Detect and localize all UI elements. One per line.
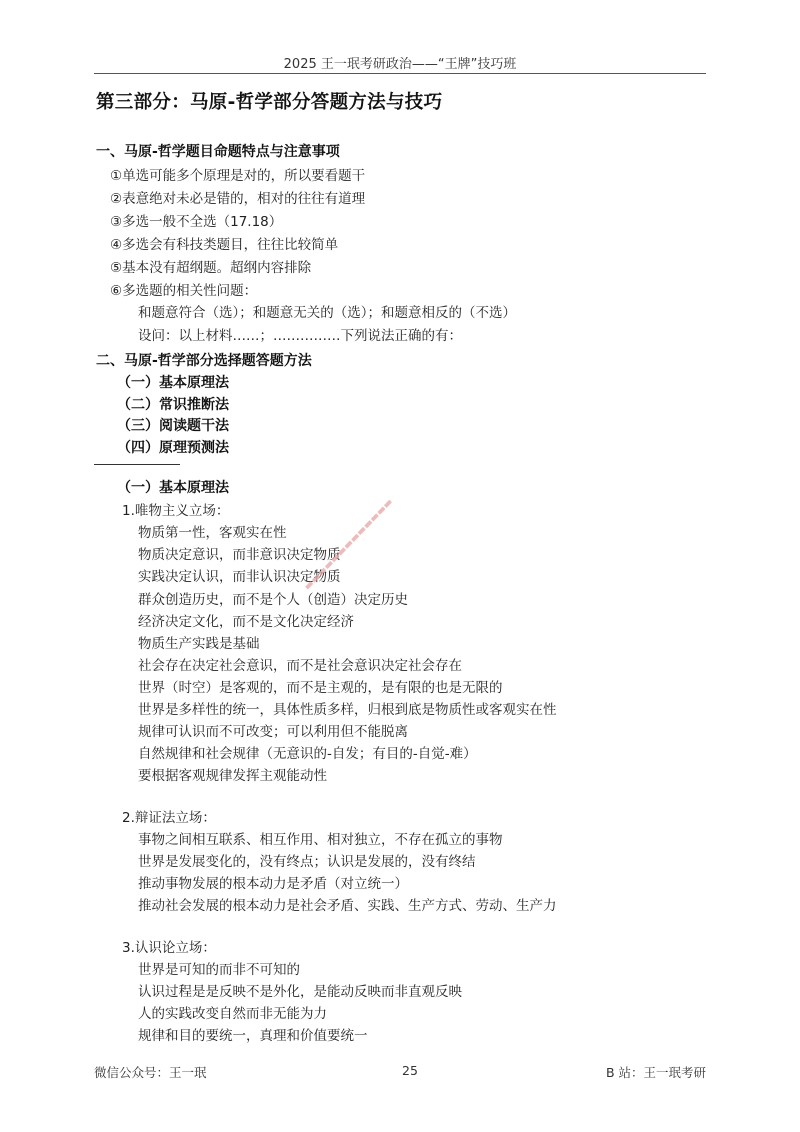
- epistemology-line: 人的实践改变自然而非无能为力: [138, 1006, 327, 1022]
- dialectics-line: 世界是发展变化的，没有终点；认识是发展的，没有终结: [138, 854, 476, 870]
- epistemology-line: 规律和目的要统一，真理和价值要统一: [138, 1028, 368, 1044]
- epistemology-line: 认识过程是是反映不是外化，是能动反映而非直观反映: [138, 984, 462, 1000]
- list-item: ⑥多选题的相关性问题：: [110, 283, 258, 299]
- materialism-line: 要根据客观规律发挥主观能动性: [138, 768, 327, 784]
- list-item: ⑤基本没有超纲题。超纲内容排除: [110, 260, 312, 276]
- materialism-line: 实践决定认识，而非认识决定物质: [138, 569, 341, 585]
- page-header: 2025 王一珉考研政治——“王牌”技巧班: [283, 57, 517, 72]
- materialism-line: 物质第一性，客观实在性: [138, 525, 287, 541]
- section1-heading: 一、马原-哲学题目命题特点与注意事项: [96, 144, 340, 160]
- materialism-line: 自然规律和社会规律（无意识的-自发；有目的-自觉-难）: [138, 746, 477, 762]
- list-item: ④多选会有科技类题目，往往比较简单: [110, 237, 339, 253]
- list-item-text: ②表意绝对未必是错的，相对的往往有道理: [110, 191, 366, 207]
- materialism-line: 物质决定意识，而非意识决定物质: [138, 547, 341, 563]
- dialectics-line: 事物之间相互联系、相互作用、相对独立，不存在孤立的事物: [138, 832, 503, 848]
- epistemology-label: 3.认识论立场：: [122, 940, 216, 956]
- method-item: （四）原理预测法: [117, 440, 229, 456]
- list-subitem: 和题意符合（选）；和题意无关的（选）；和题意相反的（不选）: [138, 305, 516, 321]
- section-divider: [94, 464, 180, 465]
- dialectics-line: 推动社会发展的根本动力是社会矛盾、实践、生产方式、劳动、生产力: [138, 898, 557, 914]
- method-item: （一）基本原理法: [117, 375, 229, 391]
- dialectics-line: 推动事物发展的根本动力是矛盾（对立统一）: [138, 876, 408, 892]
- epistemology-line: 世界是可知的而非不可知的: [138, 962, 300, 978]
- materialism-line: 世界（时空）是客观的，而不是主观的，是有限的也是无限的: [138, 680, 503, 696]
- materialism-line: 规律可认识而不可改变；可以利用但不能脱离: [138, 724, 408, 740]
- method-item: （二）常识推断法: [117, 397, 229, 413]
- list-item: ③多选一般不全选（17.18）: [110, 214, 283, 230]
- materialism-line: 物质生产实践是基础: [138, 636, 260, 652]
- dialectics-label: 2.辩证法立场：: [122, 810, 216, 826]
- footer-bilibili: B 站：王一珉考研: [605, 1065, 706, 1080]
- footer-wechat: 微信公众号：王一珉: [94, 1065, 207, 1080]
- page-title: 第三部分：马原-哲学部分答题方法与技巧: [96, 92, 443, 113]
- materialism-line: 社会存在决定社会意识，而不是社会意识决定社会存在: [138, 658, 462, 674]
- list-item: ①单选可能多个原理是对的，所以要看题干: [110, 168, 366, 184]
- section2-heading: 二、马原-哲学部分选择题答题方法: [96, 353, 312, 369]
- list-subitem: 设问：以上材料……；……………下列说法正确的有：: [138, 328, 462, 344]
- materialism-line: 群众创造历史，而不是个人（创造）决定历史: [138, 592, 408, 608]
- materialism-label: 1.唯物主义立场：: [122, 503, 230, 519]
- footer-page-number: 25: [402, 1063, 418, 1078]
- watermark-stamp: ▬▬▬▬▬▬▬▬▬▬▬▬▬: [302, 496, 396, 593]
- materialism-line: 经济决定文化，而不是文化决定经济: [138, 614, 354, 630]
- subsection-heading: （一）基本原理法: [117, 480, 229, 496]
- method-item: （三）阅读题干法: [117, 418, 229, 434]
- materialism-line: 世界是多样性的统一，具体性质多样，归根到底是物质性或客观实在性: [138, 702, 557, 718]
- list-item: [110, 187, 365, 207]
- header-rule: [94, 73, 706, 74]
